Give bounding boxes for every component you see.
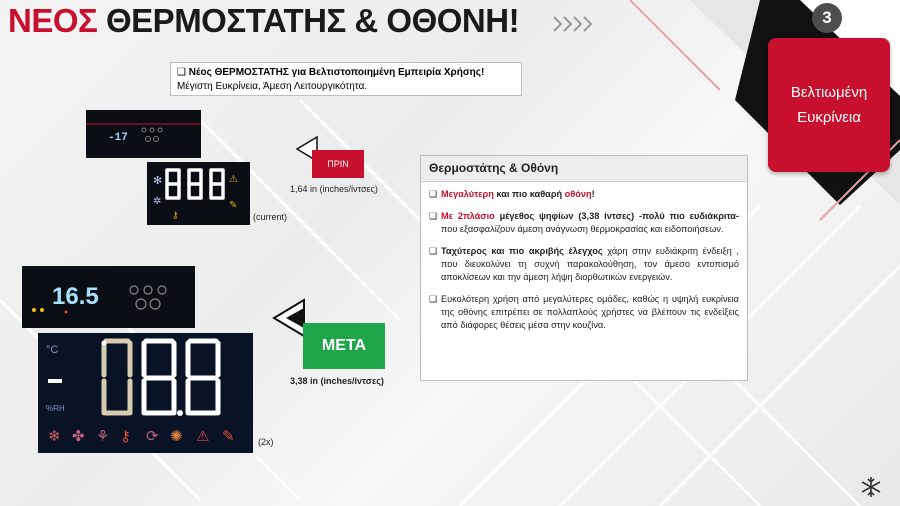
unit-humidity: %RH — [46, 404, 65, 413]
intro-box — [170, 62, 522, 96]
title-main: ΘΕΡΜΟΣΤΑΤΗΣ & ΟΘΟΝΗ! — [106, 2, 520, 39]
checkbox-icon: ❑ — [429, 246, 438, 256]
text: χάρη στην ευδιάκριτη ένδειξη , που διευκολύνει τη συχνή παρακολούθηση, τον άμεσο εντοπισμό αποκλίσεων και την άμεση λήψη διορθωτικών ενεργειών. — [441, 246, 739, 282]
old-small-digits: -17 — [108, 132, 128, 144]
checkbox-icon: ❑ — [429, 211, 438, 221]
text: μέγεθος ψηφίων (3,38 ίντσες) -πολύ πιο ευδιάκριτα- — [494, 211, 739, 221]
new-display-zoom — [38, 333, 253, 453]
wrench-icon: ✎ — [229, 200, 238, 211]
text-highlight: οθόνη — [564, 189, 592, 199]
old-display-small — [86, 110, 201, 158]
checkbox-icon: ❑ — [429, 189, 438, 199]
wrench-icon: ✎ — [222, 428, 235, 445]
text: Ευκολότερη χρήση από μεγαλύτερες ομάδες, καθώς η υψηλή ευκρίνεια της οθόνης επιτρέπει σε πολλαπλούς χρήστες να βλέπουν τις ενδείξεις από διάφορες θέσεις μέσα στην κουζίνα. — [441, 294, 739, 330]
page-title — [8, 2, 519, 40]
list-item — [429, 210, 739, 236]
feature-card-line1: Βελτιωμένη — [790, 84, 868, 101]
new-display-small — [22, 266, 195, 328]
key-icon: ⚷ — [172, 210, 179, 220]
old-display-zoom — [147, 162, 250, 225]
snowflake-icon: ✻ — [153, 175, 163, 187]
text: και πιο καθαρή — [493, 189, 565, 199]
feature-card — [768, 38, 890, 172]
intro-heading: Νέος ΘΕΡΜΟΣΤΑΤΗΣ για Βελτιστοποιημένη Εμπειρία Χρήσης! — [188, 67, 485, 78]
text-highlight: Με 2πλάσιο — [441, 211, 495, 221]
heat-icon: ✺ — [170, 428, 183, 445]
panel-title: Θερμοστάτης & Οθόνη — [421, 156, 747, 182]
list-item — [429, 188, 739, 201]
text: ! — [591, 189, 595, 199]
warning-icon: ⚠ — [196, 428, 210, 445]
feature-panel — [420, 155, 748, 381]
warning-icon: ⚠ — [229, 174, 238, 185]
feature-card-line2: Ευκρίνεια — [797, 109, 861, 126]
new-small-digits: 16.5 — [52, 283, 99, 310]
old-display-note: (current) — [253, 212, 288, 222]
unit-celsius: °C — [46, 344, 59, 356]
checkbox-icon: ❑ — [429, 294, 438, 304]
before-tag: ΠΡΙΝ — [312, 150, 364, 178]
list-item — [429, 293, 739, 332]
slide-number-badge: 3 — [812, 3, 842, 33]
new-display-note: (2x) — [258, 437, 274, 447]
snowflake-icon: ❄ — [48, 428, 61, 445]
text-highlight: Μεγαλύτερη — [441, 189, 494, 199]
text: που εξασφαλίζουν άμεση ανάγνωση θερμοκρασίας και ειδοποιήσεων. — [441, 224, 724, 234]
snowflake-icon — [860, 476, 882, 498]
eco-icon: ⟳ — [146, 428, 159, 445]
fan-icon: ✤ — [72, 428, 85, 445]
before-size-label: 1,64 in (inches/ίντσες) — [290, 184, 378, 194]
text-bold: Ταχύτερος και πιο ακριβής έλεγχος — [441, 246, 603, 256]
after-size-label: 3,38 in (inches/ίντσες) — [290, 376, 384, 386]
fan-icon: ✲ — [153, 196, 162, 207]
list-item — [429, 245, 739, 284]
defrost-icon: ⚘ — [96, 428, 110, 445]
key-icon: ⚷ — [120, 428, 131, 445]
old-big-digits — [167, 170, 223, 198]
checkbox-icon: ❑ — [177, 67, 186, 78]
title-accent: ΝΕΟΣ — [8, 2, 98, 39]
intro-subtext: Μέγιστη Ευκρίνεια, Άμεση Λειτουργικότητα. — [177, 81, 368, 92]
chevron-arrows-icon — [552, 14, 600, 34]
after-tag: ΜΕΤΑ — [303, 323, 385, 369]
